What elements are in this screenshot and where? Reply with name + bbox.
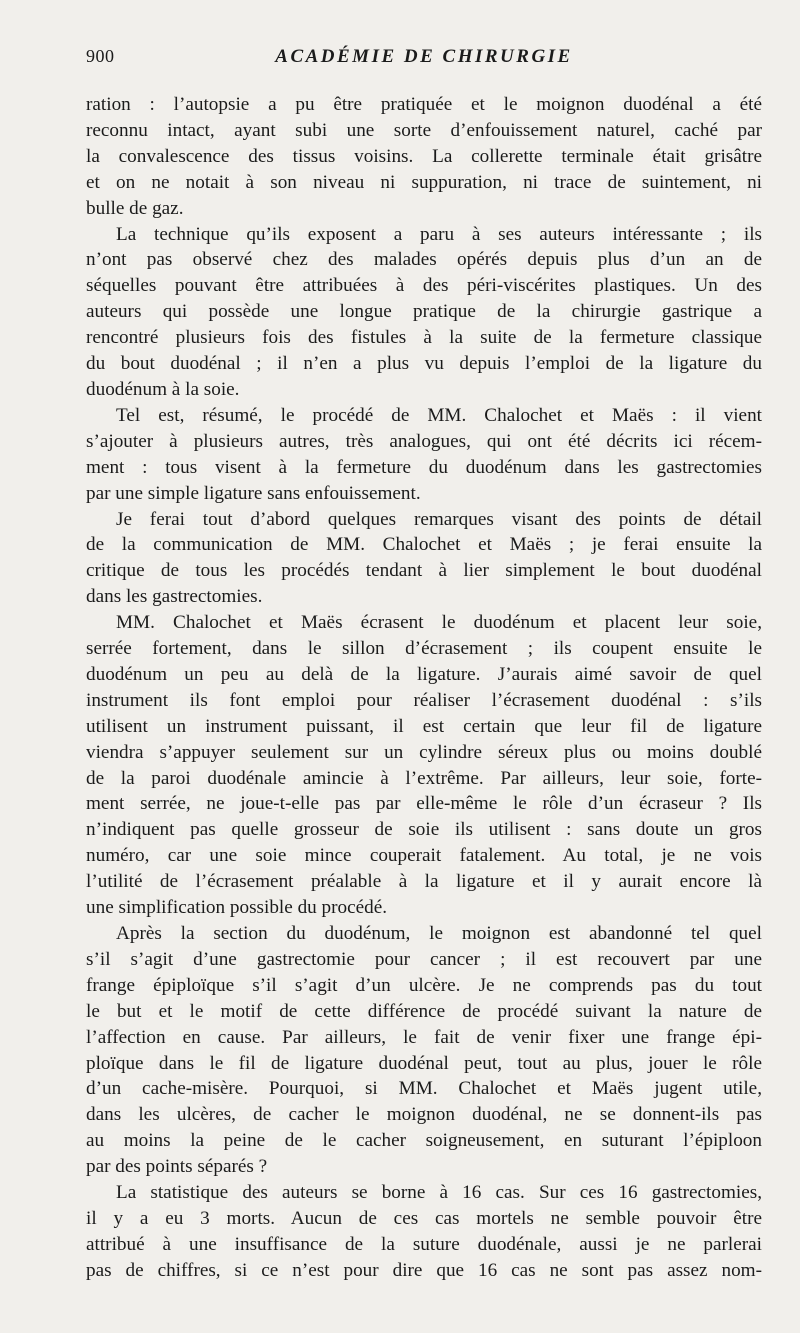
paragraph — [86, 507, 762, 611]
text-line: de la paroi duodénale amincie à l’extrême. Par ailleurs, leur soie, forte- — [86, 767, 762, 789]
text-line: par une simple ligature sans enfouissement. — [86, 482, 421, 504]
text-line: d’un cache-misère. Pourquoi, si MM. Chalochet et Maës jugent utile, — [86, 1078, 762, 1100]
text-line: séquelles pouvant être attribuées à des péri-viscérites plastiques. Un des — [86, 275, 762, 297]
text-line: ration : l’autopsie a pu être pratiquée et le moignon duodénal a été — [86, 94, 762, 115]
text-line: critique de tous les procédés tendant à lier simplement le bout duodénal — [86, 560, 762, 582]
text-line: ment : tous visent à la fermeture du duodénum dans les gastrectomies — [86, 456, 762, 478]
text-line: rencontré plusieurs fois des fistules à la suite de la fermeture classique — [86, 327, 762, 349]
text-line: La statistique des auteurs se borne à 16 cas. Sur ces 16 gastrectomies, — [116, 1182, 762, 1204]
text-line: viendra s’appuyer seulement sur un cylindre séreux plus ou moins doublé — [86, 741, 762, 763]
text-line: Tel est, résumé, le procédé de MM. Chalochet et Maës : il vient — [116, 404, 762, 426]
text-line: La technique qu’ils exposent a paru à ses auteurs intéressante ; ils — [116, 223, 762, 245]
text-line: frange épiploïque s’il s’agit d’un ulcère. Je ne comprends pas du tout — [86, 974, 762, 996]
paragraph — [86, 92, 762, 222]
text-line: de la communication de MM. Chalochet et Maës ; je ferai ensuite la — [86, 534, 762, 556]
text-line: dans les ulcères, de cacher le moignon duodénal, ne se donnent-ils pas — [86, 1104, 762, 1126]
text-line: s’ajouter à plusieurs autres, très analogues, qui ont été décrits ici récem- — [86, 430, 762, 452]
text-line: par des points séparés ? — [86, 1156, 268, 1178]
text-line: le but et le motif de cette différence de procédé suivant la nature de — [86, 1000, 762, 1022]
text-line: bulle de gaz. — [86, 197, 184, 219]
running-title: ACADÉMIE DE CHIRURGIE — [275, 46, 573, 67]
text-line: duodénum à la soie. — [86, 378, 240, 400]
text-line: numéro, car une soie mince couperait fatalement. Au total, je ne vois — [86, 845, 762, 867]
text-line: il y a eu 3 morts. Aucun de ces cas mortels ne semble pouvoir être — [86, 1207, 762, 1229]
page-header — [86, 46, 762, 74]
text-line: reconnu intact, ayant subi une sorte d’enfouissement naturel, caché par — [86, 119, 762, 141]
text-line: au moins la peine de le cacher soigneusement, en suturant l’épiploon — [86, 1130, 762, 1152]
text-line: utilisent un instrument puissant, il est certain que leur fil de ligature — [86, 715, 762, 737]
text-line: MM. Chalochet et Maës écrasent le duodénum et placent leur soie, — [116, 612, 762, 634]
text-line: n’ont pas observé chez des malades opérés depuis plus d’un an de — [86, 249, 762, 271]
text-line: serrée fortement, dans le sillon d’écrasement ; ils coupent ensuite le — [86, 638, 762, 660]
text-line: la convalescence des tissus voisins. La collerette terminale était grisâtre — [86, 145, 762, 167]
body-text — [86, 92, 762, 1284]
text-line: Je ferai tout d’abord quelques remarques visant des points de détail — [116, 508, 762, 530]
text-line: une simplification possible du procédé. — [86, 897, 388, 919]
text-line: pas de chiffres, si ce n’est pour dire que 16 cas ne sont pas assez nom- — [86, 1259, 762, 1281]
text-line: dans les gastrectomies. — [86, 586, 263, 608]
paragraph — [86, 921, 762, 1180]
text-line: du bout duodénal ; il n’en a plus vu depuis l’emploi de la ligature du — [86, 353, 762, 375]
paragraph — [86, 1180, 762, 1284]
text-line: duodénum un peu au delà de la ligature. J’aurais aimé savoir de quel — [86, 663, 762, 685]
text-line: instrument ils font emploi pour réaliser l’écrasement duodénal : s’ils — [86, 689, 762, 711]
text-line: attribué à une insuffisance de la suture duodénale, aussi je ne parlerai — [86, 1233, 762, 1255]
text-line: ploïque dans le fil de ligature duodénal peut, tout au plus, jouer le rôle — [86, 1052, 762, 1074]
text-line: l’affection en cause. Par ailleurs, le fait de venir fixer une frange épi- — [86, 1026, 762, 1048]
page-number: 900 — [86, 46, 115, 66]
text-line: n’indiquent pas quelle grosseur de soie ils utilisent : sans doute un gros — [86, 819, 762, 841]
text-line: et on ne notait à son niveau ni suppuration, ni trace de suintement, ni — [86, 171, 762, 193]
text-line: Après la section du duodénum, le moignon est abandonné tel quel — [116, 923, 762, 944]
paragraph — [86, 610, 762, 921]
text-line: ment serrée, ne joue-t-elle pas par elle-même le rôle d’un écraseur ? Ils — [86, 793, 762, 815]
text-line: s’il s’agit d’une gastrectomie pour cancer ; il est recouvert par une — [86, 948, 762, 970]
paragraph — [86, 222, 762, 403]
paragraph — [86, 403, 762, 507]
text-line: auteurs qui possède une longue pratique de la chirurgie gastrique a — [86, 301, 762, 323]
text-line: l’utilité de l’écrasement préalable à la ligature et il y aurait encore là — [86, 871, 762, 893]
